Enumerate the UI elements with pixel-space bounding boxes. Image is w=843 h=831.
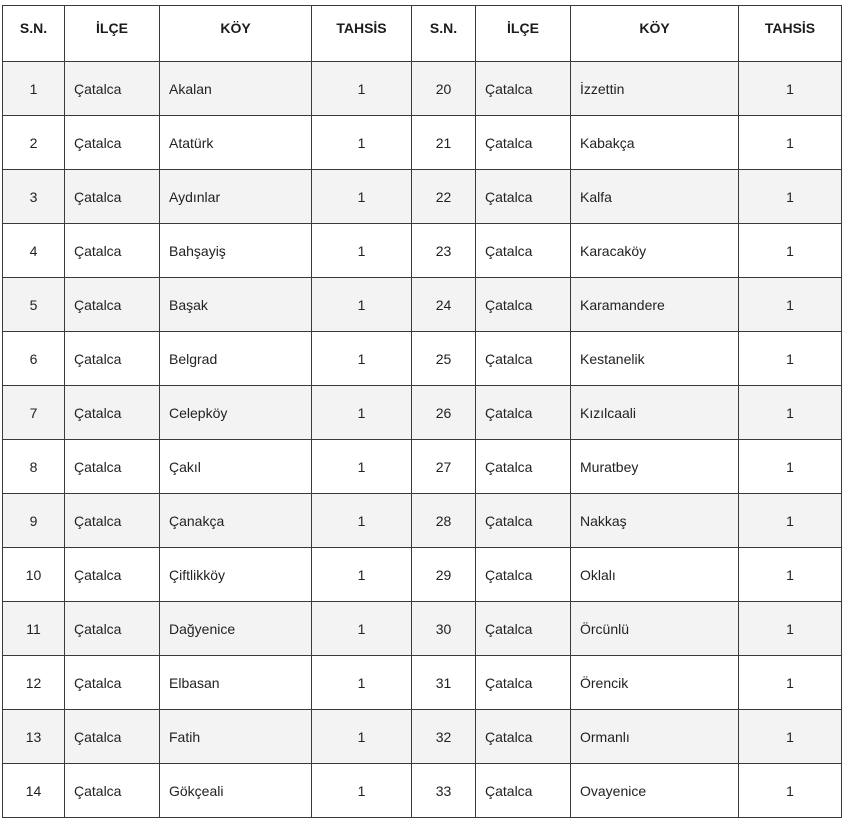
cell-tahsis: 1 <box>312 224 412 278</box>
cell-sn: 9 <box>3 494 65 548</box>
table-header-row <box>3 6 842 62</box>
cell-tahsis: 1 <box>312 278 412 332</box>
table-row <box>3 386 842 440</box>
cell-tahsis: 1 <box>312 386 412 440</box>
cell-koy: Çanakça <box>160 494 312 548</box>
cell-koy: Kestanelik <box>571 332 739 386</box>
cell-tahsis: 1 <box>312 440 412 494</box>
cell-ilce: Çatalca <box>476 602 571 656</box>
table-row <box>3 116 842 170</box>
cell-koy: Nakkaş <box>571 494 739 548</box>
cell-ilce: Çatalca <box>476 170 571 224</box>
cell-ilce: Çatalca <box>476 710 571 764</box>
table-row <box>3 170 842 224</box>
cell-tahsis: 1 <box>739 224 842 278</box>
cell-koy: Atatürk <box>160 116 312 170</box>
cell-sn: 12 <box>3 656 65 710</box>
table-body <box>3 62 842 818</box>
header-sn: S.N. <box>3 6 65 62</box>
table-row <box>3 602 842 656</box>
cell-ilce: Çatalca <box>65 62 160 116</box>
cell-sn: 14 <box>3 764 65 818</box>
cell-sn: 1 <box>3 62 65 116</box>
table-row <box>3 548 842 602</box>
cell-sn: 4 <box>3 224 65 278</box>
table-row <box>3 278 842 332</box>
cell-koy: Elbasan <box>160 656 312 710</box>
cell-sn: 5 <box>3 278 65 332</box>
cell-ilce: Çatalca <box>65 494 160 548</box>
table-row <box>3 440 842 494</box>
cell-ilce: Çatalca <box>476 764 571 818</box>
cell-tahsis: 1 <box>312 656 412 710</box>
cell-sn: 29 <box>412 548 476 602</box>
header-tahsis: TAHSİS <box>739 6 842 62</box>
cell-ilce: Çatalca <box>476 440 571 494</box>
cell-tahsis: 1 <box>739 116 842 170</box>
header-tahsis: TAHSİS <box>312 6 412 62</box>
cell-koy: Karamandere <box>571 278 739 332</box>
table-row <box>3 224 842 278</box>
cell-koy: Oklalı <box>571 548 739 602</box>
cell-tahsis: 1 <box>739 656 842 710</box>
cell-tahsis: 1 <box>739 710 842 764</box>
cell-tahsis: 1 <box>739 62 842 116</box>
cell-ilce: Çatalca <box>476 548 571 602</box>
cell-tahsis: 1 <box>312 170 412 224</box>
cell-koy: Fatih <box>160 710 312 764</box>
cell-sn: 31 <box>412 656 476 710</box>
cell-ilce: Çatalca <box>65 224 160 278</box>
cell-sn: 33 <box>412 764 476 818</box>
cell-tahsis: 1 <box>312 764 412 818</box>
cell-tahsis: 1 <box>312 494 412 548</box>
cell-tahsis: 1 <box>739 386 842 440</box>
cell-ilce: Çatalca <box>65 764 160 818</box>
cell-tahsis: 1 <box>739 764 842 818</box>
cell-koy: Muratbey <box>571 440 739 494</box>
cell-tahsis: 1 <box>739 278 842 332</box>
table-row <box>3 764 842 818</box>
cell-sn: 26 <box>412 386 476 440</box>
cell-sn: 3 <box>3 170 65 224</box>
cell-koy: Gökçeali <box>160 764 312 818</box>
cell-ilce: Çatalca <box>476 386 571 440</box>
cell-sn: 24 <box>412 278 476 332</box>
cell-koy: Çakıl <box>160 440 312 494</box>
header-ilce: İLÇE <box>65 6 160 62</box>
cell-tahsis: 1 <box>739 440 842 494</box>
cell-koy: Aydınlar <box>160 170 312 224</box>
cell-tahsis: 1 <box>739 332 842 386</box>
cell-ilce: Çatalca <box>65 386 160 440</box>
cell-ilce: Çatalca <box>65 656 160 710</box>
cell-ilce: Çatalca <box>476 224 571 278</box>
cell-ilce: Çatalca <box>476 656 571 710</box>
cell-sn: 27 <box>412 440 476 494</box>
cell-sn: 7 <box>3 386 65 440</box>
cell-sn: 8 <box>3 440 65 494</box>
cell-ilce: Çatalca <box>476 332 571 386</box>
cell-ilce: Çatalca <box>65 440 160 494</box>
cell-sn: 11 <box>3 602 65 656</box>
table-row <box>3 656 842 710</box>
cell-koy: Örcünlü <box>571 602 739 656</box>
cell-ilce: Çatalca <box>65 548 160 602</box>
cell-sn: 13 <box>3 710 65 764</box>
cell-sn: 30 <box>412 602 476 656</box>
cell-koy: Akalan <box>160 62 312 116</box>
header-ilce: İLÇE <box>476 6 571 62</box>
cell-sn: 28 <box>412 494 476 548</box>
cell-sn: 25 <box>412 332 476 386</box>
cell-tahsis: 1 <box>312 116 412 170</box>
table-row <box>3 710 842 764</box>
cell-ilce: Çatalca <box>65 332 160 386</box>
cell-ilce: Çatalca <box>65 278 160 332</box>
cell-tahsis: 1 <box>739 602 842 656</box>
cell-tahsis: 1 <box>312 548 412 602</box>
table-row <box>3 332 842 386</box>
cell-koy: Çiftlikköy <box>160 548 312 602</box>
cell-tahsis: 1 <box>312 62 412 116</box>
header-sn: S.N. <box>412 6 476 62</box>
cell-koy: Kızılcaali <box>571 386 739 440</box>
header-koy: KÖY <box>160 6 312 62</box>
cell-koy: Kalfa <box>571 170 739 224</box>
cell-sn: 21 <box>412 116 476 170</box>
cell-ilce: Çatalca <box>476 116 571 170</box>
cell-sn: 32 <box>412 710 476 764</box>
cell-koy: Ovayenice <box>571 764 739 818</box>
cell-sn: 23 <box>412 224 476 278</box>
cell-ilce: Çatalca <box>65 602 160 656</box>
cell-tahsis: 1 <box>312 332 412 386</box>
cell-sn: 2 <box>3 116 65 170</box>
village-allocation-table <box>2 5 842 818</box>
cell-koy: Karacaköy <box>571 224 739 278</box>
cell-sn: 10 <box>3 548 65 602</box>
cell-koy: Belgrad <box>160 332 312 386</box>
cell-ilce: Çatalca <box>65 170 160 224</box>
cell-koy: Ormanlı <box>571 710 739 764</box>
header-koy: KÖY <box>571 6 739 62</box>
cell-tahsis: 1 <box>312 602 412 656</box>
cell-sn: 20 <box>412 62 476 116</box>
cell-koy: Başak <box>160 278 312 332</box>
cell-tahsis: 1 <box>739 548 842 602</box>
cell-koy: Kabakça <box>571 116 739 170</box>
cell-koy: İzzettin <box>571 62 739 116</box>
cell-ilce: Çatalca <box>476 278 571 332</box>
cell-koy: Bahşayiş <box>160 224 312 278</box>
cell-sn: 22 <box>412 170 476 224</box>
cell-koy: Örencik <box>571 656 739 710</box>
cell-tahsis: 1 <box>739 494 842 548</box>
cell-tahsis: 1 <box>739 170 842 224</box>
cell-sn: 6 <box>3 332 65 386</box>
cell-ilce: Çatalca <box>476 494 571 548</box>
cell-tahsis: 1 <box>312 710 412 764</box>
cell-ilce: Çatalca <box>65 116 160 170</box>
table-row <box>3 62 842 116</box>
table-row <box>3 494 842 548</box>
cell-koy: Dağyenice <box>160 602 312 656</box>
cell-koy: Celepköy <box>160 386 312 440</box>
cell-ilce: Çatalca <box>476 62 571 116</box>
cell-ilce: Çatalca <box>65 710 160 764</box>
